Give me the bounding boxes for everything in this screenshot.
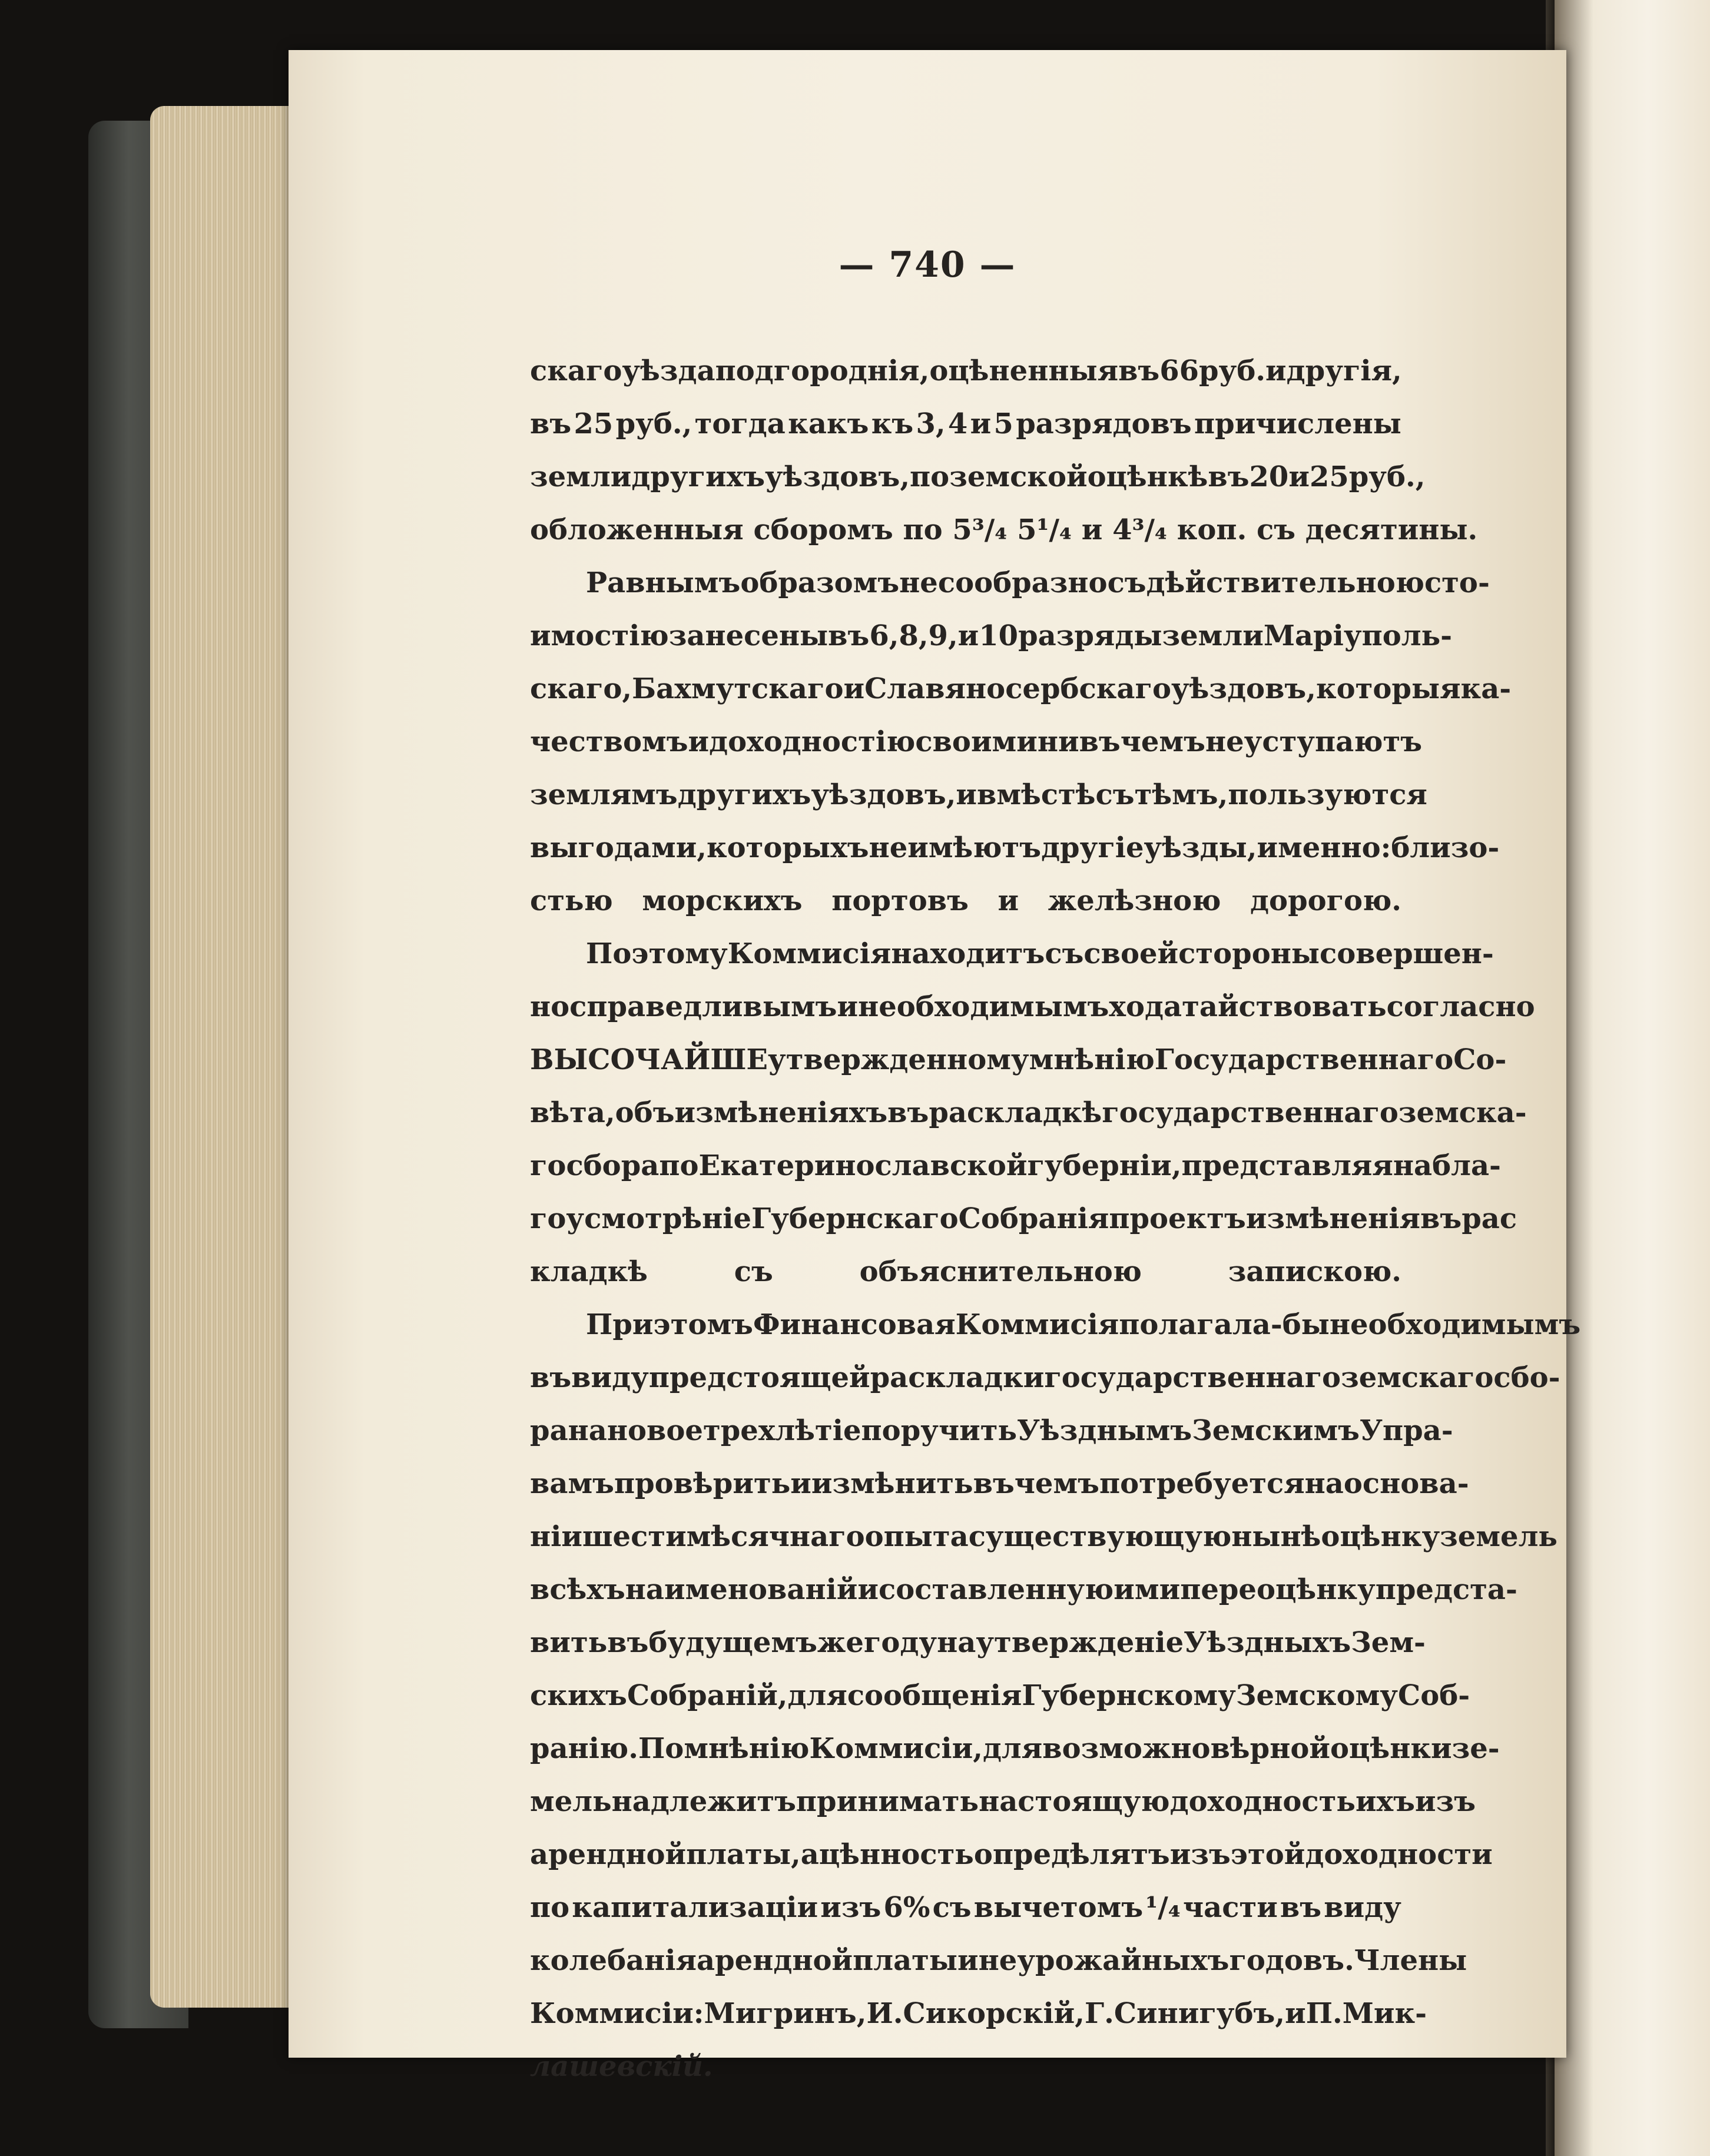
text-line: въ виду предстоящей раскладки государственнаго земскаго сбо- <box>530 1361 1560 1394</box>
text-line: земли другихъ уѣздовъ, по земской оцѣнкѣ въ 20 и 25 руб., <box>530 460 1426 493</box>
page-stack-edges <box>150 106 303 2008</box>
text-line: ніи шестимѣсячнаго опыта существующую нынѣ оцѣнку земель <box>530 1520 1557 1553</box>
text-line: всѣхъ наименованій и составленную ими переоцѣнку предста- <box>530 1573 1517 1606</box>
facing-page-edge <box>1555 0 1710 2156</box>
text-line: обложенныя сборомъ по 5³/₄ 5¹/₄ и 4³/₄ коп. съ десятины. <box>530 513 1478 546</box>
text-line: вамъ провѣрить и измѣнить въ чемъ потребуется на основа- <box>530 1467 1469 1500</box>
text-line: ра на новое трехлѣтіе поручить Уѣзднымъ Земскимъ Упра- <box>530 1414 1453 1447</box>
text-line: вѣта, объ измѣненіяхъ въ раскладкѣ государственнаго земска- <box>530 1096 1527 1129</box>
text-line: выгодами, которыхъ не имѣютъ другіе уѣзды, именно: близо- <box>530 831 1500 864</box>
text-line: стью морскихъ портовъ и желѣзною дорогою. <box>530 884 1401 917</box>
text-line: имостію занесены въ 6, 8, 9, и 10 разряды земли Маріуполь- <box>530 619 1453 652</box>
book-page <box>289 50 1581 2083</box>
text-line: го сбора по Екатеринославской губерніи, представляя на бла- <box>530 1149 1501 1182</box>
text-line: При этомъ Финансовая Коммисія полагала-бы необходимымъ <box>586 1308 1581 1341</box>
text-line: чествомъ и доходностію своими ни въ чемъ не уступаютъ <box>530 725 1423 758</box>
text-line: скихъ Собраній, для сообщенія Губернскому Земскому Соб- <box>530 1679 1470 1712</box>
text-line: Коммисіи: Мигринъ, И. Сикорскій, Г. Синигубъ, и П. Мик- <box>530 1997 1427 2030</box>
text-line: ВЫСОЧАЙШЕ утвержденному мнѣнію Государственнаго Со- <box>530 1043 1507 1076</box>
text-line: По этому Коммисія находитъ съ своей стороны совершен- <box>586 937 1494 970</box>
page-number: — 740 — <box>839 244 1016 286</box>
text-line: кладкѣ съ объяснительною запискою. <box>530 1255 1401 1288</box>
text-line: по капитализаціи изъ 6% съ вычетомъ ¹/₄ части въ виду <box>530 1891 1401 1924</box>
text-line: но справедливымъ и не обходимымъ ходатайствовать согласно <box>530 990 1535 1023</box>
text-line: арендной платы, а цѣнность опредѣлятъ изъ этой доходности <box>530 1838 1493 1871</box>
body-text <box>530 344 1581 2093</box>
text-line: лашевскій. <box>530 2050 713 2083</box>
text-line: колебанія арендной платы и не урожайныхъ годовъ. Члены <box>530 1944 1467 1977</box>
text-line: гоусмотрѣніе Губернскаго Собранія проектъ измѣненія въ рас <box>530 1202 1517 1235</box>
text-line: землямъ другихъ уѣздовъ, и вмѣстѣ съ тѣмъ, пользуются <box>530 778 1427 811</box>
text-line: Равнымъ образомъ не сообразно съ дѣйствительною сто- <box>586 566 1490 599</box>
text-line: скаго уѣзда подгороднія, оцѣненныя въ 66 руб. и другія, <box>530 354 1402 387</box>
text-line: въ 25 руб., тогда какъ къ 3, 4 и 5 разрядовъ причислены <box>530 407 1401 440</box>
text-line: мель надлежитъ принимать настоящую доходность ихъ изъ <box>530 1785 1476 1818</box>
text-line: вить въ будущемъ же году на утвержденіе Уѣздныхъ Зем- <box>530 1626 1426 1659</box>
text-line: скаго, Бахмутскаго и Славяносербскаго уѣздовъ, которыя ка- <box>530 672 1512 705</box>
text-line: ранію. По мнѣнію Коммисіи, для возможно вѣрной оцѣнки зе- <box>530 1732 1500 1765</box>
